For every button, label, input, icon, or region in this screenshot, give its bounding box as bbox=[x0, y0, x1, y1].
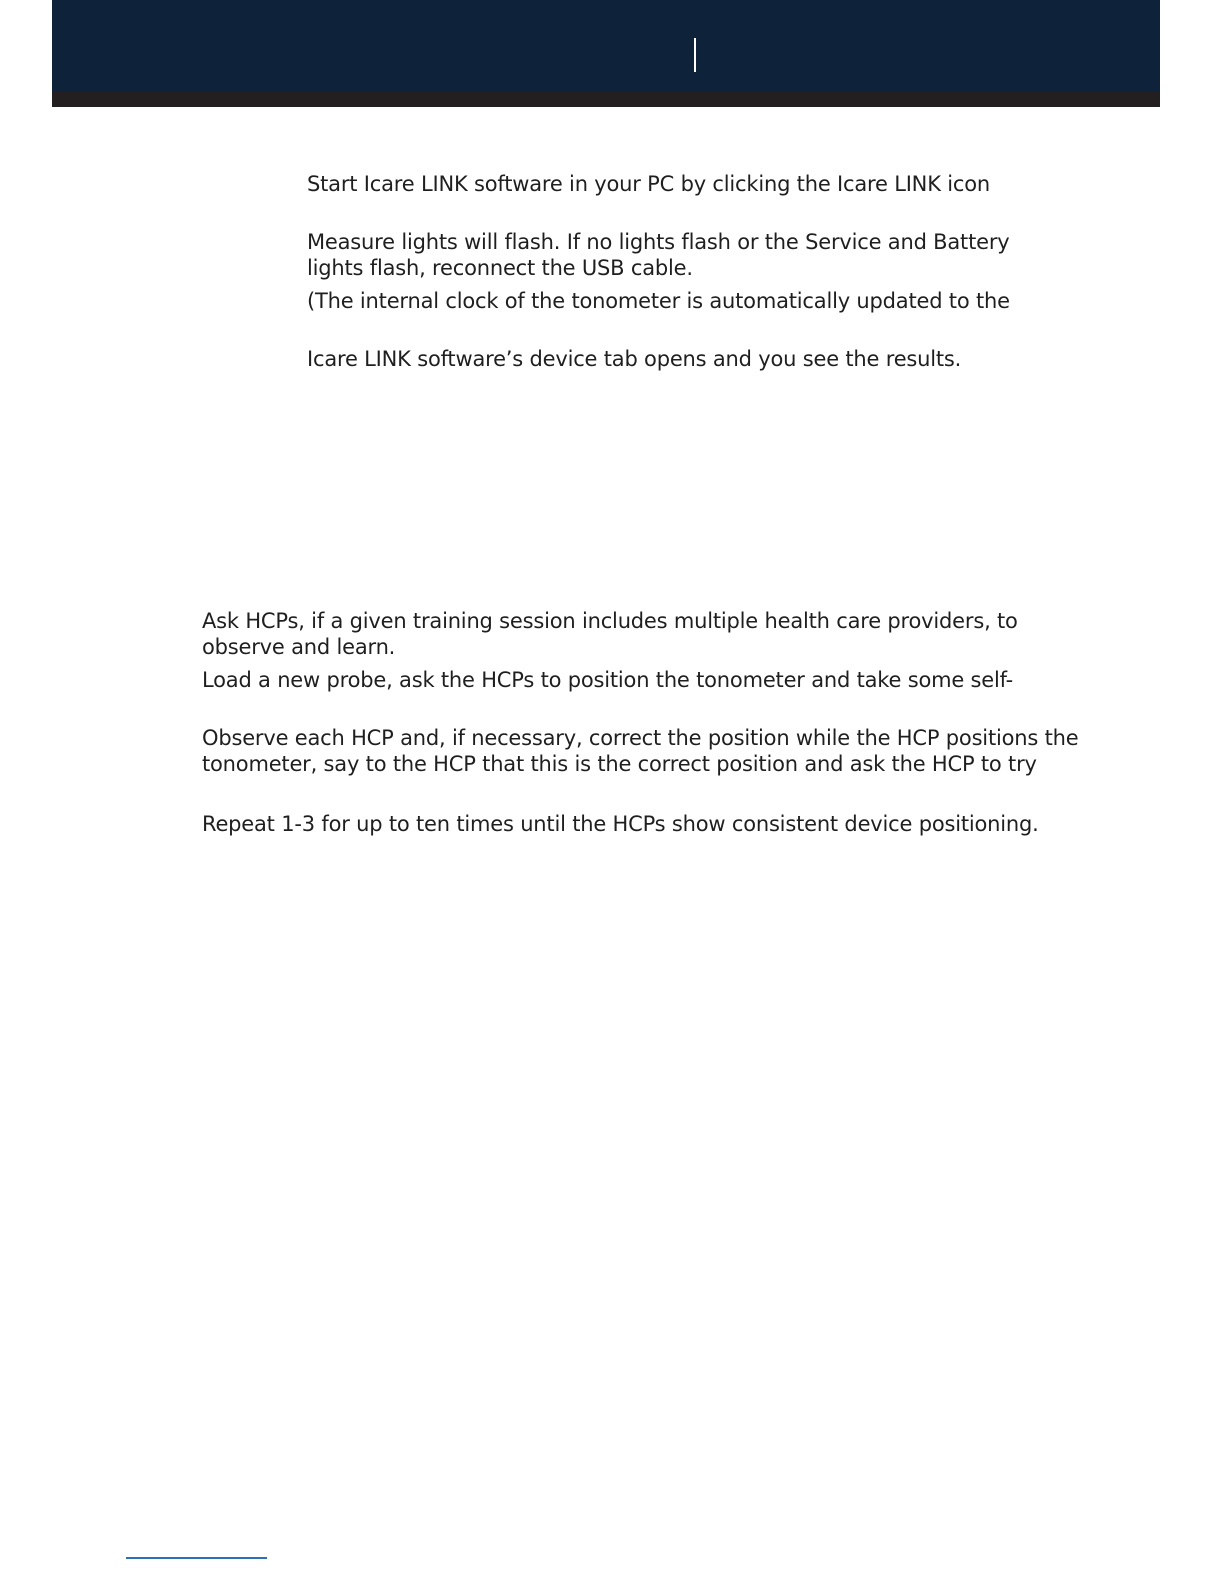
step-line: Repeat 1-3 for up to ten times until the HCPs show consistent device positioning. bbox=[202, 812, 1039, 836]
step-repeat bbox=[202, 811, 1039, 837]
step-line: Ask HCPs, if a given training session includes multiple health care providers, to bbox=[202, 609, 1018, 633]
step-ask-hcps bbox=[202, 608, 1018, 660]
step-line: observe and learn. bbox=[202, 635, 396, 659]
step-internal-clock bbox=[307, 288, 1010, 314]
step-line: lights flash, reconnect the USB cable. bbox=[307, 256, 693, 280]
step-line: Start Icare LINK software in your PC by clicking the Icare LINK icon bbox=[307, 172, 990, 196]
step-measure-lights bbox=[307, 229, 1010, 281]
header-band bbox=[52, 0, 1160, 91]
step-line: tonometer, say to the HCP that this is the correct position and ask the HCP to try bbox=[202, 752, 1037, 776]
step-line: Load a new probe, ask the HCPs to position the tonometer and take some self- bbox=[202, 668, 1014, 692]
step-device-tab bbox=[307, 346, 961, 372]
step-line: (The internal clock of the tonometer is automatically updated to the bbox=[307, 289, 1010, 313]
step-line: Measure lights will flash. If no lights flash or the Service and Battery bbox=[307, 230, 1010, 254]
step-line: Observe each HCP and, if necessary, correct the position while the HCP positions the bbox=[202, 726, 1079, 750]
header-stripe bbox=[52, 91, 1160, 107]
step-load-probe bbox=[202, 667, 1013, 693]
step-observe-hcp bbox=[202, 725, 1078, 777]
step-line: Icare LINK software’s device tab opens and you see the results. bbox=[307, 347, 962, 371]
header-divider bbox=[694, 38, 696, 72]
step-start-software bbox=[307, 171, 990, 197]
footer-link-underline bbox=[126, 1557, 267, 1559]
